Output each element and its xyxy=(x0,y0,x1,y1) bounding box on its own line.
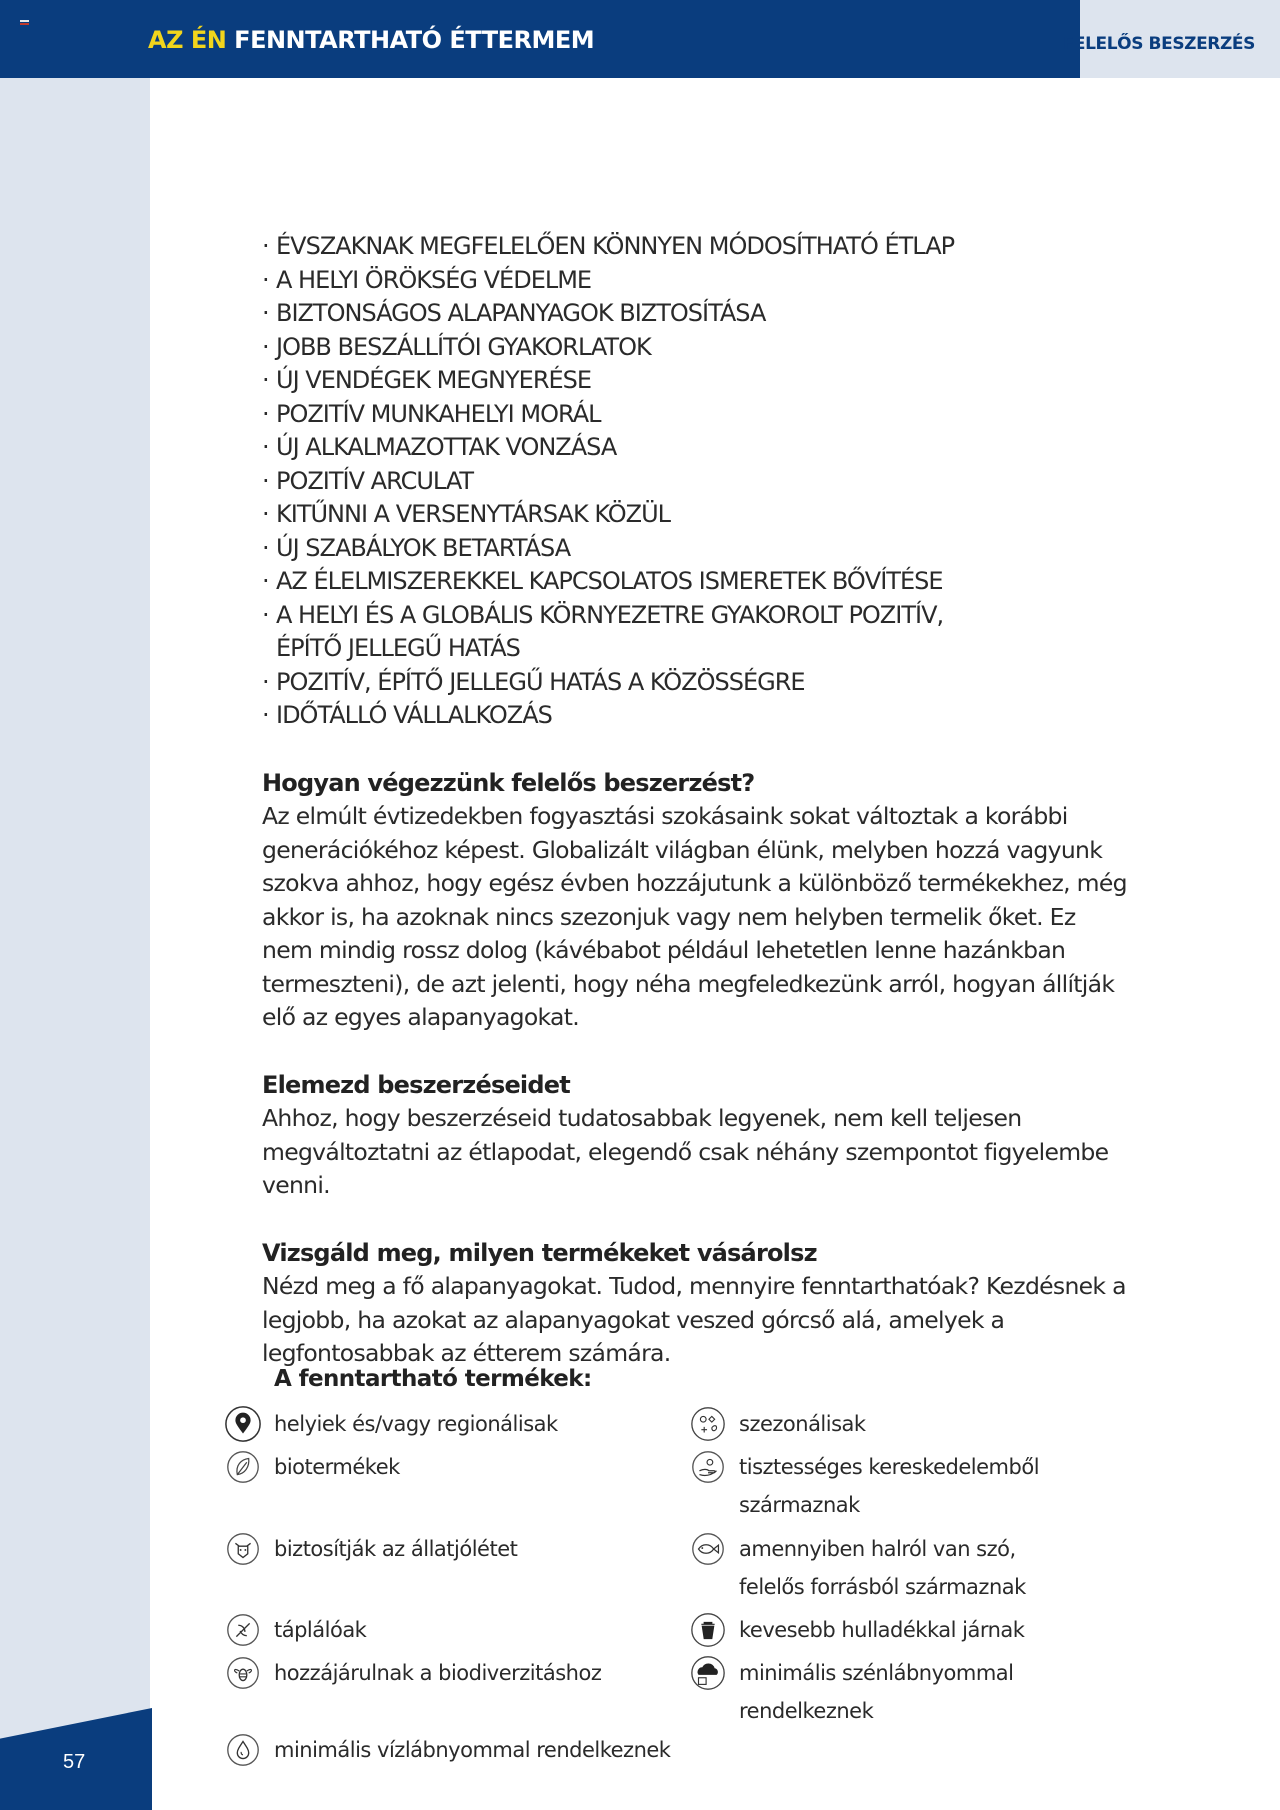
benefit-item: · A HELYI ÉS A GLOBÁLIS KÖRNYEZETRE GYAKOROLT POZITÍV, ÉPÍTŐ JELLEGŰ HATÁS xyxy=(262,599,1132,666)
product-label: hozzájárulnak a biodiverzitáshoz xyxy=(274,1661,602,1685)
page-header-title xyxy=(148,26,594,54)
product-label: amennyiben halról van szó, felelős forrásból származnak xyxy=(739,1537,1026,1599)
cloud-carbon-icon xyxy=(689,1654,727,1692)
section-body: Nézd meg a fő alapanyagokat. Tudod, mennyire fenntarthatóak? Kezdésnek a legjobb, ha azokat az alapanyagokat veszed górcső alá, amelyek a legfontosabbak az étterem számára. xyxy=(262,1272,1126,1367)
product-item xyxy=(274,1530,517,1568)
section-heading: Elemezd beszerzéseidet xyxy=(262,1070,570,1099)
section-tab xyxy=(1062,0,1280,78)
section-analyze xyxy=(262,1069,1132,1203)
leaf-icon xyxy=(224,1448,262,1486)
seasons-icon xyxy=(689,1405,727,1443)
fish-icon xyxy=(689,1530,727,1568)
product-item xyxy=(274,1731,670,1769)
page-number: 57 xyxy=(63,1751,86,1773)
section-heading: Hogyan végezzünk felelős beszerzést? xyxy=(262,768,755,797)
product-label: táplálóak xyxy=(274,1618,367,1642)
title-rest: FENNTARTHATÓ ÉTTERMEM xyxy=(234,26,595,54)
product-label: szezonálisak xyxy=(739,1412,866,1436)
product-item xyxy=(739,1405,866,1443)
flag-icon xyxy=(20,20,29,27)
benefit-item: · JOBB BESZÁLLÍTÓI GYAKORLATOK xyxy=(262,331,1132,365)
main-content xyxy=(262,230,1132,1371)
section-body: Az elmúlt évtizedekben fogyasztási szokásaink sokat változtak a korábbi generációkéhoz képest. Globalizált világban élünk, melyben hozzá vagyunk szokva ahhoz, hogy egész évben hozzájutunk a különböző termékekhez, még akkor is, ha azoknak nincs szezonjuk vagy nem helyben termelik őket. Ez nem mindig rossz dolog (kávébabot például lehetetlen lenne hazánkban termeszteni), de azt jelenti, hogy néha megfeledkezünk arról, hogyan állítják elő az egyes alapanyagokat. xyxy=(262,802,1127,1031)
product-item xyxy=(274,1405,558,1443)
section-how-to xyxy=(262,767,1132,1035)
water-drop-icon xyxy=(224,1731,262,1769)
product-item xyxy=(739,1654,1013,1730)
header-bar xyxy=(0,0,1080,78)
benefit-item: · POZITÍV ARCULAT xyxy=(262,465,1132,499)
section-heading: Vizsgáld meg, milyen termékeket vásárolsz xyxy=(262,1238,817,1267)
waste-bin-icon xyxy=(689,1611,727,1649)
benefit-item: · AZ ÉLELMISZEREKKEL KAPCSOLATOS ISMERETEK BŐVÍTÉSE xyxy=(262,565,1132,599)
location-pin-icon xyxy=(224,1405,262,1443)
product-label: helyiek és/vagy regionálisak xyxy=(274,1412,558,1436)
product-label: minimális szénlábnyommal rendelkeznek xyxy=(739,1661,1014,1723)
product-label: biztosítják az állatjólétet xyxy=(274,1537,518,1561)
product-label: minimális vízlábnyommal rendelkeznek xyxy=(274,1738,671,1762)
benefit-item: · ÚJ ALKALMAZOTTAK VONZÁSA xyxy=(262,431,1132,465)
benefit-item: · ÚJ VENDÉGEK MEGNYERÉSE xyxy=(262,364,1132,398)
cow-icon xyxy=(224,1530,262,1568)
section-examine xyxy=(262,1237,1132,1371)
section-label: FELELŐS BESZERZÉS xyxy=(1062,34,1255,54)
benefit-item: · ÚJ SZABÁLYOK BETARTÁSA xyxy=(262,532,1132,566)
product-item xyxy=(274,1448,400,1486)
fair-trade-hand-icon xyxy=(689,1448,727,1486)
product-item xyxy=(274,1654,601,1692)
nutrition-icon xyxy=(224,1611,262,1649)
product-item xyxy=(739,1611,1024,1649)
product-label: kevesebb hulladékkal járnak xyxy=(739,1618,1025,1642)
product-item xyxy=(739,1448,1039,1524)
product-item xyxy=(739,1530,1026,1606)
bee-icon xyxy=(224,1654,262,1692)
benefit-item: · ÉVSZAKNAK MEGFELELŐEN KÖNNYEN MÓDOSÍTHATÓ ÉTLAP xyxy=(262,230,1132,264)
products-title: A fenntartható termékek: xyxy=(274,1366,592,1392)
benefits-list xyxy=(262,230,1132,733)
benefit-item: · POZITÍV MUNKAHELYI MORÁL xyxy=(262,398,1132,432)
benefit-item: · IDŐTÁLLÓ VÁLLALKOZÁS xyxy=(262,699,1132,733)
section-body: Ahhoz, hogy beszerzéseid tudatosabbak legyenek, nem kell teljesen megváltoztatni az étlapodat, elegendő csak néhány szempontot figyelembe venni. xyxy=(262,1104,1109,1199)
benefit-item: · KITŰNNI A VERSENYTÁRSAK KÖZÜL xyxy=(262,498,1132,532)
side-strip xyxy=(0,78,150,1810)
benefit-item: · A HELYI ÖRÖKSÉG VÉDELME xyxy=(262,264,1132,298)
product-label: tisztességes kereskedelemből származnak xyxy=(739,1455,1040,1517)
product-item xyxy=(274,1611,366,1649)
benefit-item: · POZITÍV, ÉPÍTŐ JELLEGŰ HATÁS A KÖZÖSSÉGRE xyxy=(262,666,1132,700)
product-label: biotermékek xyxy=(274,1455,400,1479)
benefit-item: · BIZTONSÁGOS ALAPANYAGOK BIZTOSÍTÁSA xyxy=(262,297,1132,331)
title-highlight: AZ ÉN xyxy=(148,26,227,54)
